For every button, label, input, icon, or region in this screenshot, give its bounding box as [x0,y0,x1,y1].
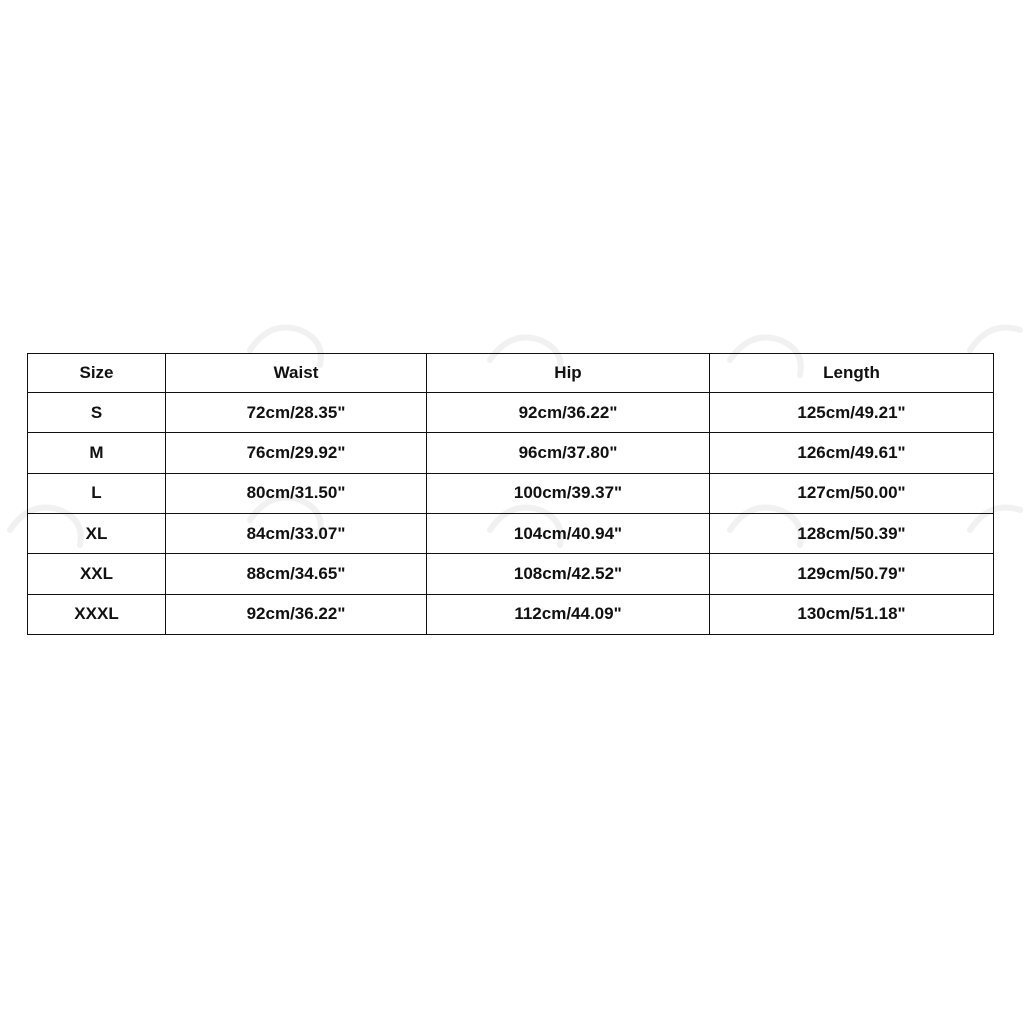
cell-waist: 92cm/36.22" [166,594,427,634]
cell-waist: 76cm/29.92" [166,433,427,473]
cell-size: L [28,473,166,513]
cell-size: XXL [28,554,166,594]
cell-hip: 92cm/36.22" [427,393,710,433]
cell-length: 128cm/50.39" [710,513,994,553]
cell-hip: 100cm/39.37" [427,473,710,513]
cell-size: XXXL [28,594,166,634]
cell-waist: 88cm/34.65" [166,554,427,594]
cell-hip: 112cm/44.09" [427,594,710,634]
header-size: Size [28,354,166,393]
cell-hip: 96cm/37.80" [427,433,710,473]
cell-length: 129cm/50.79" [710,554,994,594]
cell-hip: 108cm/42.52" [427,554,710,594]
cell-size: M [28,433,166,473]
table-row [28,554,994,594]
cell-waist: 80cm/31.50" [166,473,427,513]
header-waist: Waist [166,354,427,393]
table-header-row [28,354,994,393]
table-row [28,473,994,513]
cell-waist: 84cm/33.07" [166,513,427,553]
table-row [28,393,994,433]
cell-length: 127cm/50.00" [710,473,994,513]
table-row [28,433,994,473]
cell-waist: 72cm/28.35" [166,393,427,433]
header-hip: Hip [427,354,710,393]
header-length: Length [710,354,994,393]
cell-length: 130cm/51.18" [710,594,994,634]
cell-length: 125cm/49.21" [710,393,994,433]
cell-size: XL [28,513,166,553]
cell-length: 126cm/49.61" [710,433,994,473]
cell-hip: 104cm/40.94" [427,513,710,553]
cell-size: S [28,393,166,433]
table-row [28,513,994,553]
size-chart-table [27,353,994,635]
table-row [28,594,994,634]
